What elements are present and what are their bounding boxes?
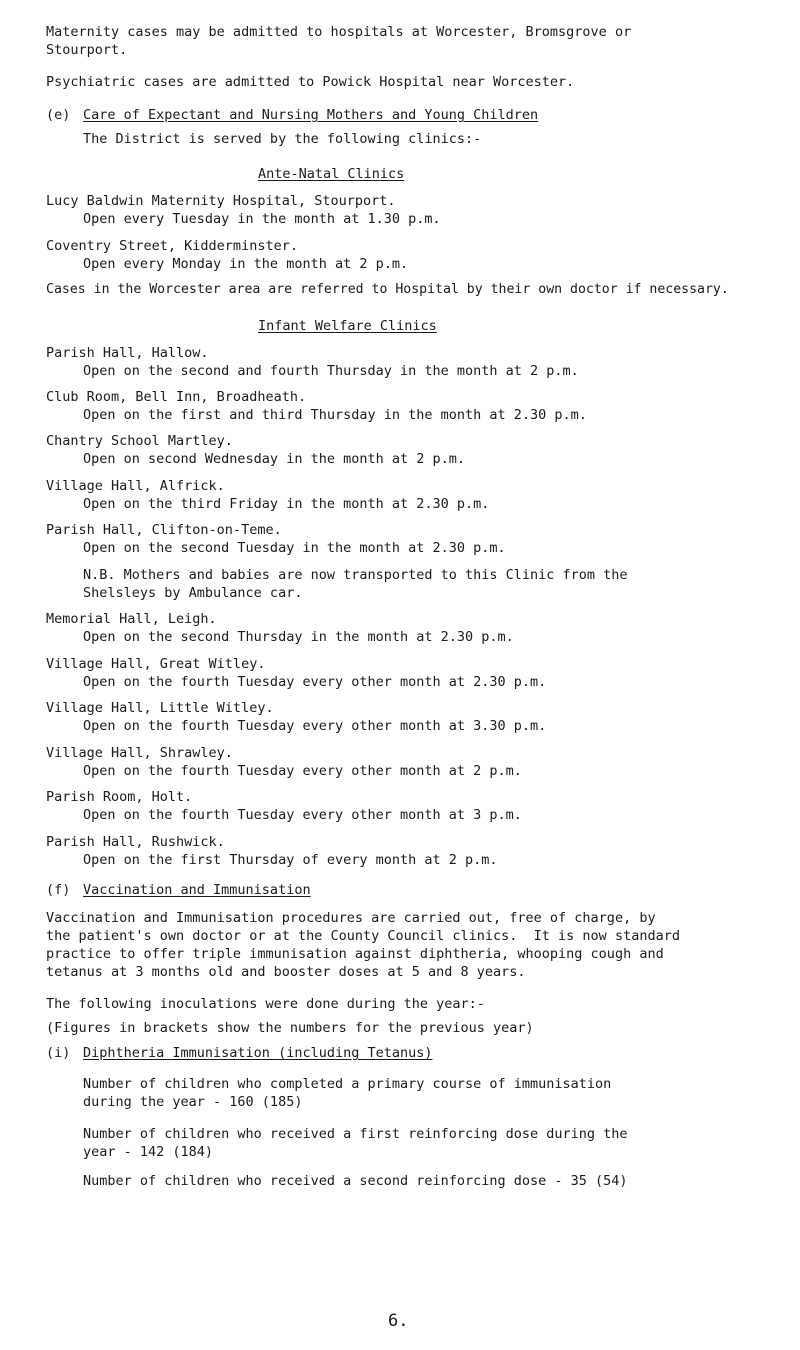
following-text: The following inoculations were done during the year:-	[46, 996, 485, 1012]
section-f-para-line: tetanus at 3 months old and booster doses at 5 and 8 years.	[46, 964, 526, 980]
figures-note: (Figures in brackets show the numbers for the previous year)	[46, 1020, 534, 1036]
clinic-place: Village Hall, Shrawley.	[46, 745, 233, 761]
section-e-heading: Care of Expectant and Nursing Mothers and Young Children	[83, 107, 539, 123]
clinic-time: Open on the first and third Thursday in the month at 2.30 p.m.	[83, 407, 587, 423]
clinic-place: Village Hall, Alfrick.	[46, 478, 225, 494]
sub-i-marker: (i)	[46, 1045, 71, 1061]
section-f-para-line: Vaccination and Immunisation procedures are carried out, free of charge, by	[46, 910, 656, 926]
nb-line-1: N.B. Mothers and babies are now transported to this Clinic from the	[83, 567, 628, 583]
clinic-time: Open on the third Friday in the month at 2.30 p.m.	[83, 496, 490, 512]
clinic-time: Open on the first Thursday of every month at 2 p.m.	[83, 852, 498, 868]
clinic-time: Open on the second Thursday in the month at 2.30 p.m.	[83, 629, 514, 645]
section-e-marker: (e)	[46, 107, 71, 123]
primary-line-2: during the year - 160 (185)	[83, 1094, 303, 1110]
antenatal-time: Open every Monday in the month at 2 p.m.	[83, 256, 409, 272]
psychiatric-text: Psychiatric cases are admitted to Powick Hospital near Worcester.	[46, 74, 575, 90]
first-reinforcing-line-2: year - 142 (184)	[83, 1144, 214, 1160]
clinic-place: Memorial Hall, Leigh.	[46, 611, 217, 627]
sub-i-heading: Diphtheria Immunisation (including Tetanus)	[83, 1045, 433, 1061]
maternity-line-2: Stourport.	[46, 42, 128, 58]
first-reinforcing-line-1: Number of children who received a first reinforcing dose during the	[83, 1126, 628, 1142]
second-reinforcing-line: Number of children who received a second reinforcing dose - 35 (54)	[83, 1173, 628, 1189]
clinic-place: Parish Hall, Clifton-on-Teme.	[46, 522, 282, 538]
infant-welfare-heading: Infant Welfare Clinics	[258, 318, 437, 334]
antenatal-note: Cases in the Worcester area are referred to Hospital by their own doctor if necessary.	[46, 282, 729, 297]
section-f-heading: Vaccination and Immunisation	[83, 882, 311, 898]
clinic-time: Open on the second Tuesday in the month at 2.30 p.m.	[83, 540, 506, 556]
maternity-line-1: Maternity cases may be admitted to hospitals at Worcester, Bromsgrove or	[46, 24, 632, 40]
clinic-place: Chantry School Martley.	[46, 433, 233, 449]
nb-line-2: Shelsleys by Ambulance car.	[83, 585, 303, 601]
antenatal-place: Lucy Baldwin Maternity Hospital, Stourport.	[46, 193, 396, 209]
antenatal-place: Coventry Street, Kidderminster.	[46, 238, 298, 254]
clinic-place: Village Hall, Little Witley.	[46, 700, 274, 716]
clinic-place: Club Room, Bell Inn, Broadheath.	[46, 389, 307, 405]
clinic-time: Open on the fourth Tuesday every other month at 3.30 p.m.	[83, 718, 547, 734]
section-f-para-line: the patient's own doctor or at the County Council clinics. It is now standard	[46, 928, 680, 944]
antenatal-time: Open every Tuesday in the month at 1.30 p.m.	[83, 211, 441, 227]
page-number: 6.	[388, 1311, 409, 1331]
clinic-place: Parish Hall, Rushwick.	[46, 834, 225, 850]
clinic-time: Open on the fourth Tuesday every other month at 2 p.m.	[83, 763, 522, 779]
section-e-intro: The District is served by the following clinics:-	[83, 131, 482, 147]
clinic-time: Open on the second and fourth Thursday in the month at 2 p.m.	[83, 363, 579, 379]
primary-line-1: Number of children who completed a primary course of immunisation	[83, 1076, 612, 1092]
section-f-marker: (f)	[46, 882, 71, 898]
antenatal-heading: Ante-Natal Clinics	[258, 166, 405, 182]
clinic-place: Parish Hall, Hallow.	[46, 345, 209, 361]
clinic-place: Village Hall, Great Witley.	[46, 656, 266, 672]
clinic-time: Open on second Wednesday in the month at 2 p.m.	[83, 451, 466, 467]
clinic-time: Open on the fourth Tuesday every other month at 2.30 p.m.	[83, 674, 547, 690]
section-f-para-line: practice to offer triple immunisation against diphtheria, whooping cough and	[46, 946, 664, 962]
clinic-time: Open on the fourth Tuesday every other month at 3 p.m.	[83, 807, 522, 823]
clinic-place: Parish Room, Holt.	[46, 789, 193, 805]
